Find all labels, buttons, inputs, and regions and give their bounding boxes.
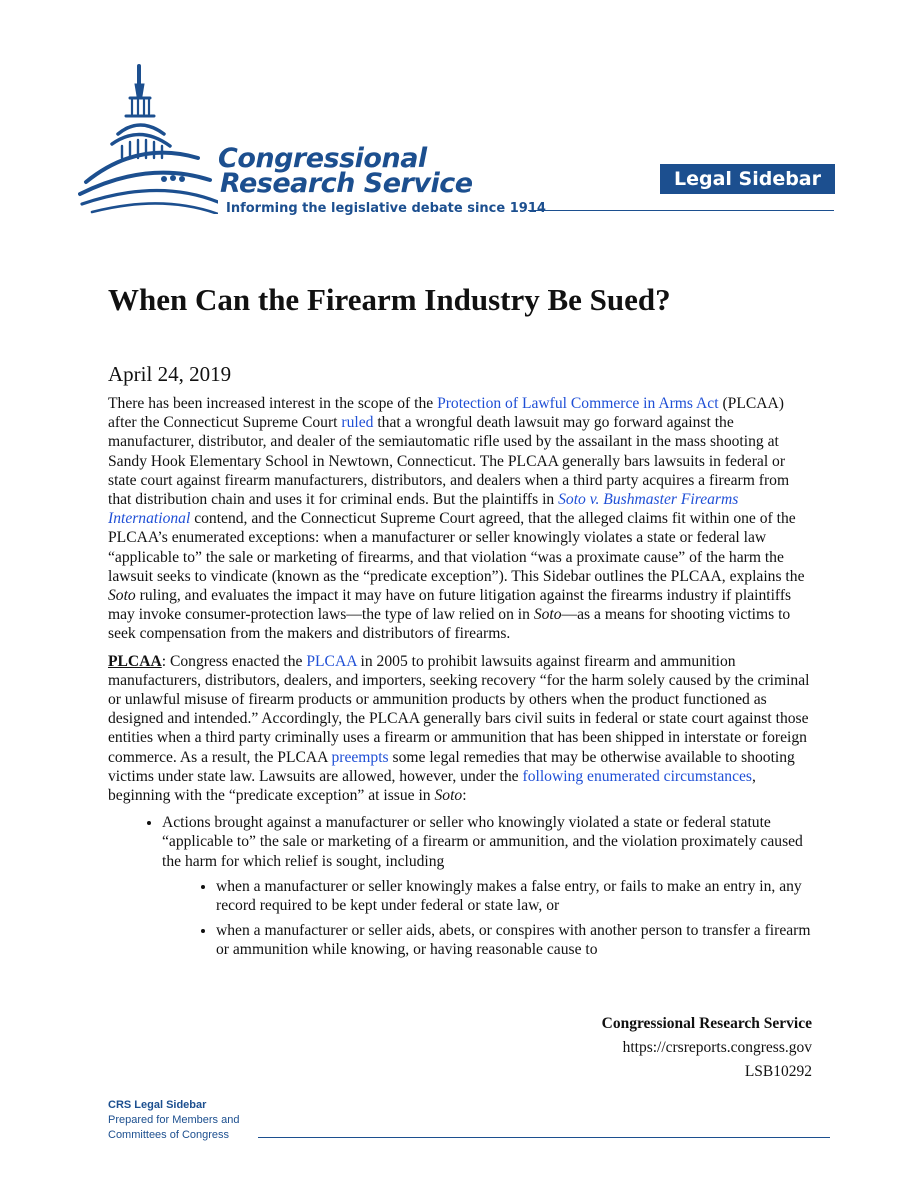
footer-url: https://crsreports.congress.gov xyxy=(622,1039,812,1056)
text-run: (PLCAA) after the Connecticut Supreme Court xyxy=(108,395,784,432)
link-ruled[interactable]: ruled xyxy=(341,414,374,432)
legal-sidebar-badge: Legal Sidebar xyxy=(660,164,835,194)
intro-paragraph xyxy=(108,394,813,644)
text-run: some legal remedies that may be otherwise available to shooting victims under state law. Lawsuits are allowed, however, under the xyxy=(108,748,795,785)
footer-series: CRS Legal Sidebar xyxy=(108,1099,207,1111)
footer-info xyxy=(602,1012,812,1084)
list-item: • when a manufacturer or seller aids, abets, or conspires with another person to transfer a firearm or ammunition while knowing, or having reasonable cause to xyxy=(216,921,813,959)
tagline-rule xyxy=(528,210,834,211)
plcaa-paragraph xyxy=(108,652,813,806)
org-name-line2: Research Service xyxy=(220,168,473,199)
capitol-dome-icon xyxy=(78,62,218,214)
list-item-text: Actions brought against a manufacturer or seller who knowingly violated a state or federal statute “applicable to” the sale or marketing of a firearm or ammunition, and the violation proximately caused the harm for which relief is sought, including xyxy=(162,814,803,870)
case-name: Soto xyxy=(108,587,136,605)
footer-org: Congressional Research Service xyxy=(601,1015,812,1032)
text-run: —as a means for shooting victims to seek compensation from the makers and distributors of firearms. xyxy=(108,606,791,643)
text-run: There has been increased interest in the scope of the xyxy=(108,395,438,412)
text-run: contend, and the Connecticut Supreme Court agreed, that the alleged claims fit within one of the PLCAA’s enumerated exceptions: when a manufacturer or seller knowingly violates a state or federal law “applicable to” the sale or marketing of firearms, and that violation “was a proximate cause” of the harm the lawsuit seeks to vindicate (known as the “predicate exception”). This Sidebar outlines the PLCAA, explains the xyxy=(108,510,805,585)
text-run: ruling, and evaluates the impact it may have on future litigation against the firearms industry if plaintiffs may invoke consumer-protection laws—the type of law relied on in xyxy=(108,587,792,624)
text-run: : xyxy=(462,787,467,805)
exceptions-list xyxy=(108,813,813,959)
publication-date: April 24, 2019 xyxy=(108,362,232,386)
link-plcaa-act[interactable]: Protection of Lawful Commerce in Arms Act xyxy=(437,395,719,412)
report-code: LSB10292 xyxy=(744,1063,812,1080)
text-run: , beginning with the “predicate exception” at issue in xyxy=(108,767,756,805)
org-name-line1: Congressional xyxy=(218,143,427,174)
text-run: that a wrongful death lawsuit may go forward against the manufacturer, distributor, and dealer of the semiautomatic rifle used by the assailant in the mass shooting at Sandy Hook Elementary School in Newtown, Connecticut. The PLCAA generally bars lawsuits in federal or state court against firearm manufacturers, distributors, and dealers when a third party acquires a firearm from that distribution chain and uses it for criminal ends. But the plaintiffs in xyxy=(108,414,790,509)
tagline: Informing the legislative debate since 1914 xyxy=(226,201,546,216)
page-title: When Can the Firearm Industry Be Sued? xyxy=(108,282,671,317)
list-item: • when a manufacturer or seller knowingly makes a false entry, or fails to make an entry in, any record required to be kept under federal or state law, or xyxy=(216,877,813,915)
footer-committees: Committees of Congress xyxy=(108,1129,230,1141)
footer-prepared: Prepared for Members and xyxy=(108,1114,240,1126)
body-content xyxy=(108,394,813,966)
case-name: Soto xyxy=(434,787,463,805)
text-run: in 2005 to prohibit lawsuits against firearm and ammunition manufacturers, distributors, dealers, and importers, seeking recovery “for the harm solely caused by the criminal or unlawful misuse of firearm products or ammunition products by others when the product functioned as designed and intended.” Accordingly, the PLCAA generally bars civil suits in federal or state court against those entities when a third party criminally uses a firearm or ammunition that has been shipped in interstate or foreign commerce. As a result, the PLCAA xyxy=(108,652,810,766)
list-item xyxy=(162,813,813,959)
link-preempts[interactable]: preempts xyxy=(331,748,389,766)
footer-label xyxy=(108,1098,239,1143)
page-header xyxy=(0,0,920,230)
link-enumerated-circumstances[interactable]: following enumerated circumstances xyxy=(522,767,752,785)
link-plcaa[interactable]: PLCAA xyxy=(306,652,357,670)
footer-rule xyxy=(258,1137,830,1138)
case-name: Soto xyxy=(533,606,562,624)
sub-list xyxy=(162,877,813,960)
text-run: : Congress enacted the xyxy=(161,652,307,670)
section-heading-plcaa: PLCAA xyxy=(108,652,162,670)
link-soto-case[interactable]: Soto v. Bushmaster Firearms International xyxy=(108,491,739,528)
